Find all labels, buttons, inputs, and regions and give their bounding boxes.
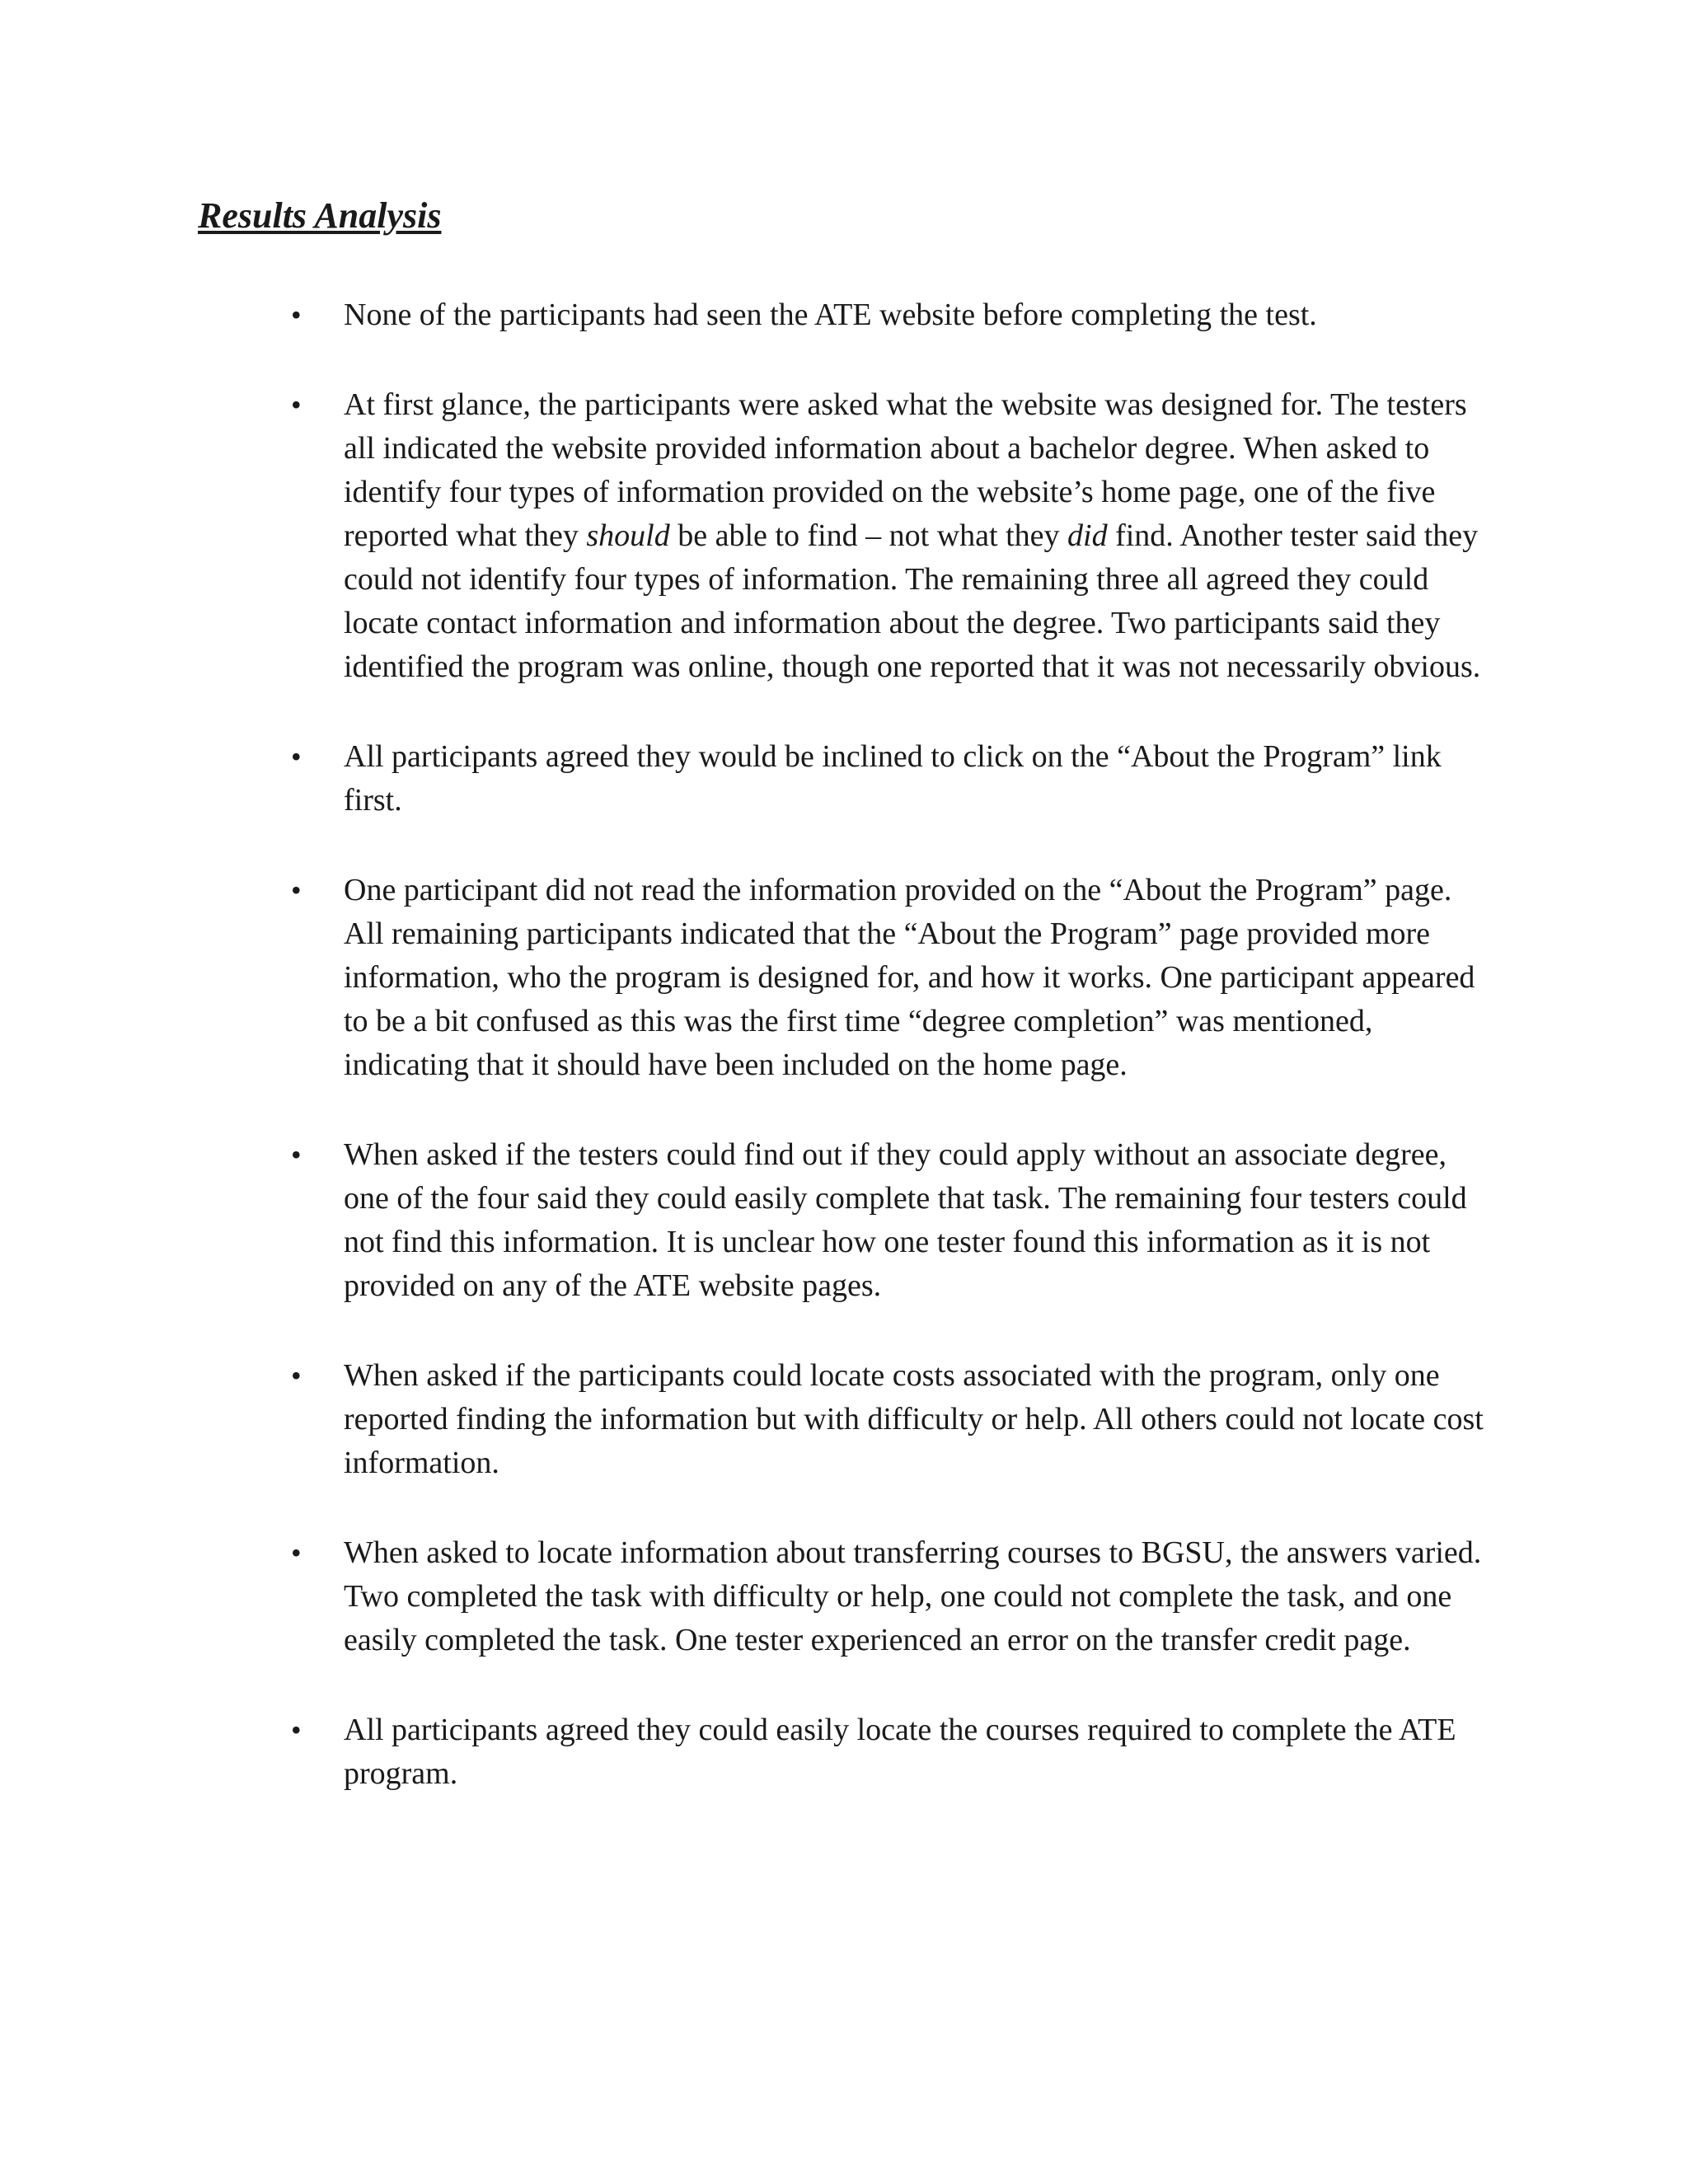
bullet-icon: • [291, 874, 302, 907]
bullet-text: All participants agreed they would be inclined to click on the “About the Program” link first. [344, 739, 1442, 818]
bullet-text-segment: At first glance, the participants were asked what the website was designed for. The testers all indicated the website provided information about a bachelor degree. When asked to identify four types of information provided on the website’s home page, one of the five reported what they [344, 387, 1467, 553]
bullet-text-segment: find. Another tester said they could not identify four types of information. The remaining three all agreed they could locate contact information and information about the degree. Two participants said they identified the program was online, though one reported that it was not necessarily obvious. [344, 518, 1481, 684]
bullet-text: None of the participants had seen the ATE website before completing the test. [344, 298, 1317, 332]
bullet-text: When asked if the participants could locate costs associated with the program, only one reported finding the information but with difficulty or help. All others could not locate cost information. [344, 1358, 1484, 1480]
bullet-text: One participant did not read the information provided on the “About the Program” page. All remaining participants indicated that the “About the Program” page provided more information, who the program is designed for, and how it works. One participant appeared to be a bit confused as this was the first time “degree completion” was mentioned, indicating that it should have been included on the home page. [344, 873, 1475, 1082]
bullet-icon: • [291, 1713, 302, 1746]
section-title: Results Analysis [198, 195, 442, 236]
results-bullet-list [0, 293, 1688, 1842]
bullet-icon: • [291, 740, 302, 773]
bullet-item-1 [0, 293, 1489, 337]
bullet-icon: • [291, 1138, 302, 1171]
bullet-item-8 [0, 1708, 1489, 1796]
bullet-icon: • [291, 1359, 302, 1392]
bullet-item-6 [0, 1354, 1489, 1485]
bullet-item-7 [0, 1531, 1489, 1662]
bullet-item-2 [0, 383, 1489, 689]
bullet-item-3 [0, 735, 1489, 823]
bullet-item-5 [0, 1133, 1489, 1308]
bullet-text-segment: be able to find – not what they [669, 518, 1068, 553]
emphasis-should: should [586, 518, 670, 553]
bullet-text: When asked if the testers could find out if they could apply without an associate degree, one of the four said they could easily complete that task. The remaining four testers could not find this information. It is unclear how one tester found this information as it is not provided on any of the ATE website pages. [344, 1137, 1467, 1303]
bullet-text: All participants agreed they could easily locate the courses required to complete the ATE program. [344, 1713, 1456, 1791]
bullet-item-4 [0, 869, 1489, 1087]
emphasis-did: did [1067, 518, 1108, 553]
bullet-icon: • [291, 298, 302, 331]
bullet-icon: • [291, 388, 302, 421]
bullet-icon: • [291, 1536, 302, 1569]
bullet-text [344, 383, 1489, 689]
bullet-text: When asked to locate information about transferring courses to BGSU, the answers varied. Two completed the task with difficulty or help, one could not complete the task, and one easily completed the task. One tester experienced an error on the transfer credit page. [344, 1535, 1482, 1657]
